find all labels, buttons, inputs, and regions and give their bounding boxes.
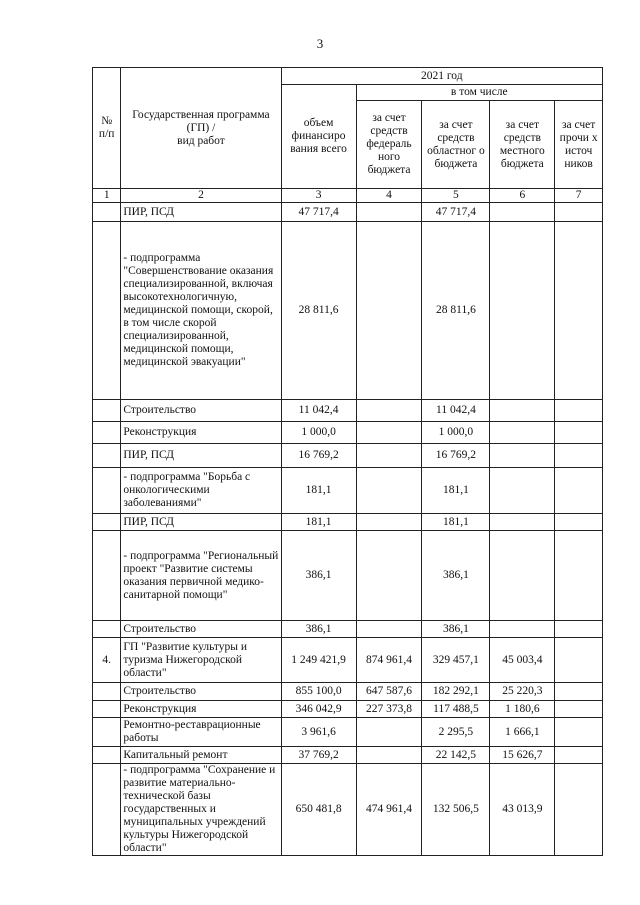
header-including: в том числе (356, 85, 602, 101)
row-regional-cell: 181,1 (422, 514, 490, 531)
row-regional-cell: 329 457,1 (422, 638, 490, 683)
table-row (93, 638, 603, 683)
table-row (93, 222, 603, 400)
row-number-cell (93, 422, 121, 444)
column-number: 3 (281, 189, 356, 203)
row-name-cell: - подпрограмма "Региональный проект "Развитие системы оказания первичной медико-санитарной помощи" (121, 531, 281, 621)
row-regional-cell: 181,1 (422, 468, 490, 514)
column-number: 5 (422, 189, 490, 203)
row-other-cell (555, 718, 603, 747)
column-number-row (93, 189, 603, 203)
header-total: объем финансиро вания всего (281, 85, 356, 189)
table-row (93, 203, 603, 222)
row-name-cell: - подпрограмма "Борьба с онкологическими заболеваниями" (121, 468, 281, 514)
table-row (93, 400, 603, 422)
row-federal-cell (356, 468, 422, 514)
row-number-cell (93, 621, 121, 638)
row-total-cell: 650 481,8 (281, 764, 356, 856)
row-number-cell (93, 444, 121, 468)
row-federal-cell (356, 531, 422, 621)
row-federal-cell (356, 621, 422, 638)
column-number: 1 (93, 189, 121, 203)
row-total-cell: 386,1 (281, 621, 356, 638)
table-row (93, 444, 603, 468)
row-name-cell: ПИР, ПСД (121, 444, 281, 468)
header-other: за счет прочи х источ ников (555, 101, 603, 189)
row-federal-cell: 227 373,8 (356, 701, 422, 718)
row-name-cell: Строительство (121, 683, 281, 701)
row-total-cell: 1 249 421,9 (281, 638, 356, 683)
row-number-cell (93, 203, 121, 222)
row-regional-cell: 22 142,5 (422, 747, 490, 764)
row-other-cell (555, 764, 603, 856)
table-row (93, 422, 603, 444)
row-local-cell: 25 220,3 (490, 683, 555, 701)
row-regional-cell: 47 717,4 (422, 203, 490, 222)
row-regional-cell: 2 295,5 (422, 718, 490, 747)
row-other-cell (555, 468, 603, 514)
row-name-cell: Строительство (121, 400, 281, 422)
table-row (93, 718, 603, 747)
row-regional-cell: 11 042,4 (422, 400, 490, 422)
row-name-cell: - подпрограмма "Сохранение и развитие материально-технической базы государственных и муниципальных учреждений культуры Нижегородской области" (121, 764, 281, 856)
row-local-cell (490, 203, 555, 222)
row-name-cell: - подпрограмма "Совершенствование оказания специализированной, включая высокотехнологичную, медицинской помощи, скорой, в том числе скорой специализированной, медицинской помощи, медицинской эвакуации" (121, 222, 281, 400)
row-regional-cell: 117 488,5 (422, 701, 490, 718)
row-name-cell: ГП "Развитие культуры и туризма Нижегородской области" (121, 638, 281, 683)
row-other-cell (555, 638, 603, 683)
row-federal-cell: 874 961,4 (356, 638, 422, 683)
row-local-cell: 1 180,6 (490, 701, 555, 718)
header-num: № п/п (93, 68, 121, 189)
table-row (93, 531, 603, 621)
row-local-cell (490, 531, 555, 621)
row-federal-cell: 474 961,4 (356, 764, 422, 856)
row-federal-cell (356, 718, 422, 747)
row-total-cell: 855 100,0 (281, 683, 356, 701)
row-regional-cell: 28 811,6 (422, 222, 490, 400)
header-program: Государственная программа (ГП) / вид работ (121, 68, 281, 189)
column-number: 4 (356, 189, 422, 203)
row-local-cell (490, 514, 555, 531)
row-total-cell: 386,1 (281, 531, 356, 621)
row-other-cell (555, 621, 603, 638)
row-number-cell (93, 400, 121, 422)
row-local-cell (490, 621, 555, 638)
row-regional-cell: 182 292,1 (422, 683, 490, 701)
row-other-cell (555, 444, 603, 468)
row-name-cell: ПИР, ПСД (121, 514, 281, 531)
row-number-cell (93, 683, 121, 701)
row-number-cell (93, 718, 121, 747)
row-other-cell (555, 747, 603, 764)
row-total-cell: 181,1 (281, 514, 356, 531)
row-regional-cell: 386,1 (422, 531, 490, 621)
row-local-cell (490, 222, 555, 400)
row-federal-cell (356, 422, 422, 444)
row-total-cell: 181,1 (281, 468, 356, 514)
row-local-cell (490, 422, 555, 444)
row-local-cell (490, 468, 555, 514)
column-number: 6 (490, 189, 555, 203)
row-federal-cell (356, 747, 422, 764)
table-row (93, 468, 603, 514)
column-number: 2 (121, 189, 281, 203)
row-total-cell: 3 961,6 (281, 718, 356, 747)
row-total-cell: 11 042,4 (281, 400, 356, 422)
row-other-cell (555, 683, 603, 701)
row-other-cell (555, 203, 603, 222)
table-row (93, 764, 603, 856)
row-name-cell: Ремонтно-реставрационные работы (121, 718, 281, 747)
row-federal-cell (356, 400, 422, 422)
table-row (93, 747, 603, 764)
row-regional-cell: 16 769,2 (422, 444, 490, 468)
row-total-cell: 28 811,6 (281, 222, 356, 400)
row-total-cell: 346 042,9 (281, 701, 356, 718)
row-other-cell (555, 701, 603, 718)
row-number-cell (93, 701, 121, 718)
row-local-cell: 1 666,1 (490, 718, 555, 747)
row-number-cell (93, 747, 121, 764)
row-number-cell: 4. (93, 638, 121, 683)
row-other-cell (555, 400, 603, 422)
row-total-cell: 37 769,2 (281, 747, 356, 764)
row-name-cell: Реконструкция (121, 701, 281, 718)
row-local-cell: 43 013,9 (490, 764, 555, 856)
page-number: 3 (316, 36, 324, 51)
table-row (93, 514, 603, 531)
row-number-cell (93, 514, 121, 531)
row-total-cell: 1 000,0 (281, 422, 356, 444)
row-name-cell: Реконструкция (121, 422, 281, 444)
row-name-cell: ПИР, ПСД (121, 203, 281, 222)
row-regional-cell: 132 506,5 (422, 764, 490, 856)
row-federal-cell: 647 587,6 (356, 683, 422, 701)
row-number-cell (93, 531, 121, 621)
row-federal-cell (356, 444, 422, 468)
row-total-cell: 16 769,2 (281, 444, 356, 468)
table-row (93, 621, 603, 638)
row-number-cell (93, 222, 121, 400)
header-regional: за счет средств областног о бюджета (422, 101, 490, 189)
budget-table (92, 67, 603, 856)
row-other-cell (555, 514, 603, 531)
row-other-cell (555, 222, 603, 400)
row-federal-cell (356, 222, 422, 400)
header-local: за счет средств местного бюджета (490, 101, 555, 189)
row-name-cell: Капитальный ремонт (121, 747, 281, 764)
row-number-cell (93, 468, 121, 514)
row-total-cell: 47 717,4 (281, 203, 356, 222)
row-federal-cell (356, 203, 422, 222)
table-row (93, 683, 603, 701)
row-other-cell (555, 531, 603, 621)
row-local-cell (490, 400, 555, 422)
row-number-cell (93, 764, 121, 856)
row-other-cell (555, 422, 603, 444)
row-name-cell: Строительство (121, 621, 281, 638)
row-local-cell: 15 626,7 (490, 747, 555, 764)
header-year: 2021 год (281, 68, 602, 85)
row-local-cell: 45 003,4 (490, 638, 555, 683)
column-number: 7 (555, 189, 603, 203)
row-federal-cell (356, 514, 422, 531)
row-local-cell (490, 444, 555, 468)
row-regional-cell: 386,1 (422, 621, 490, 638)
table-row (93, 701, 603, 718)
header-federal: за счет средств федераль ного бюджета (356, 101, 422, 189)
row-regional-cell: 1 000,0 (422, 422, 490, 444)
